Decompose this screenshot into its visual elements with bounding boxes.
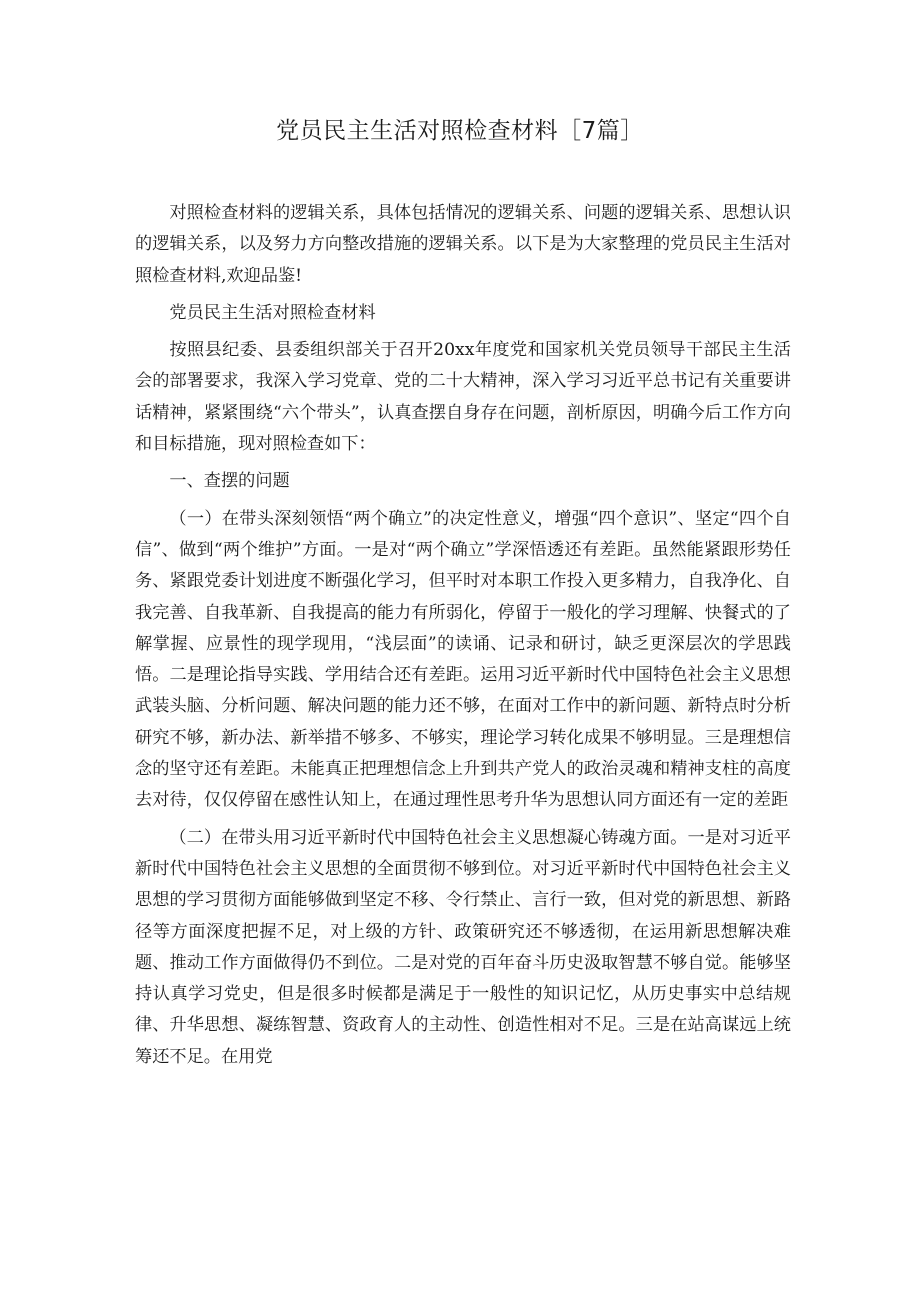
opening-paragraph: 按照县纪委、县委组织部关于召开20xx年度党和国家机关党员领导干部民主生活会的部署要求，我深入学习党章、党的二十大精神，深入学习习近平总书记有关重要讲话精神，紧紧围绕“六个带头”，认真查摆自身存在问题，剖析原因，明确今后工作方向和目标措施，现对照检查如下： (135, 340, 791, 455)
document-title: 党员民主生活对照检查材料［7篇］ (276, 118, 644, 144)
point-two-paragraph: （二）在带头用习近平新时代中国特色社会主义思想凝心铸魂方面。一是对习近平新时代中国特色社会主义思想的全面贯彻不够到位。对习近平新时代中国特色社会主义思想的学习贯彻方面能够做到坚定不移、令行禁止、言行一致，但对党的新思想、新路径等方面深度把握不足，对上级的方针、政策研究还不够透彻，在运用新思想解决难题、推动工作方面做得仍不到位。二是对党的百年奋斗历史汲取智慧不够自觉。能够坚持认真学习党史，但是很多时候都是满足于一般性的知识记忆，从历史事实中总结规律、升华思想、凝练智慧、资政育人的主动性、创造性相对不足。三是在站高谋远上统筹还不足。在用党 (135, 827, 791, 1067)
section-heading: 一、查摆的问题 (169, 471, 290, 492)
intro-paragraph: 对照检查材料的逻辑关系，具体包括情况的逻辑关系、问题的逻辑关系、思想认识的逻辑关系，以及努力方向整改措施的逻辑关系。以下是为大家整理的党员民主生活对照检查材料,欢迎品鉴! (135, 203, 791, 286)
section-subtitle: 党员民主生活对照检查材料 (169, 302, 376, 323)
document-body (135, 198, 791, 1073)
point-one-paragraph: （一）在带头深刻领悟“两个确立”的决定性意义，增强“四个意识”、坚定“四个自信”、做到“两个维护”方面。一是对“两个确立”学深悟透还有差距。虽然能紧跟形势任务、紧跟党委计划进度不断强化学习，但平时对本职工作投入更多精力，自我净化、自我完善、自我革新、自我提高的能力有所弱化，停留于一般化的学习理解、快餐式的了解掌握、应景性的现学现用，“浅层面”的读诵、记录和研讨，缺乏更深层次的学思践悟。二是理论指导实践、学用结合还有差距。运用习近平新时代中国特色社会主义思想武装头脑、分析问题、解决问题的能力还不够，在面对工作中的新问题、新特点时分析研究不够，新办法、新举措不够多、不够实，理论学习转化成果不够明显。三是理想信念的坚守还有差距。未能真正把理想信念上升到共产党人的政治灵魂和精神支柱的高度去对待，仅仅停留在感性认知上，在通过理性思考升华为思想认同方面还有一定的差距 (135, 508, 791, 811)
